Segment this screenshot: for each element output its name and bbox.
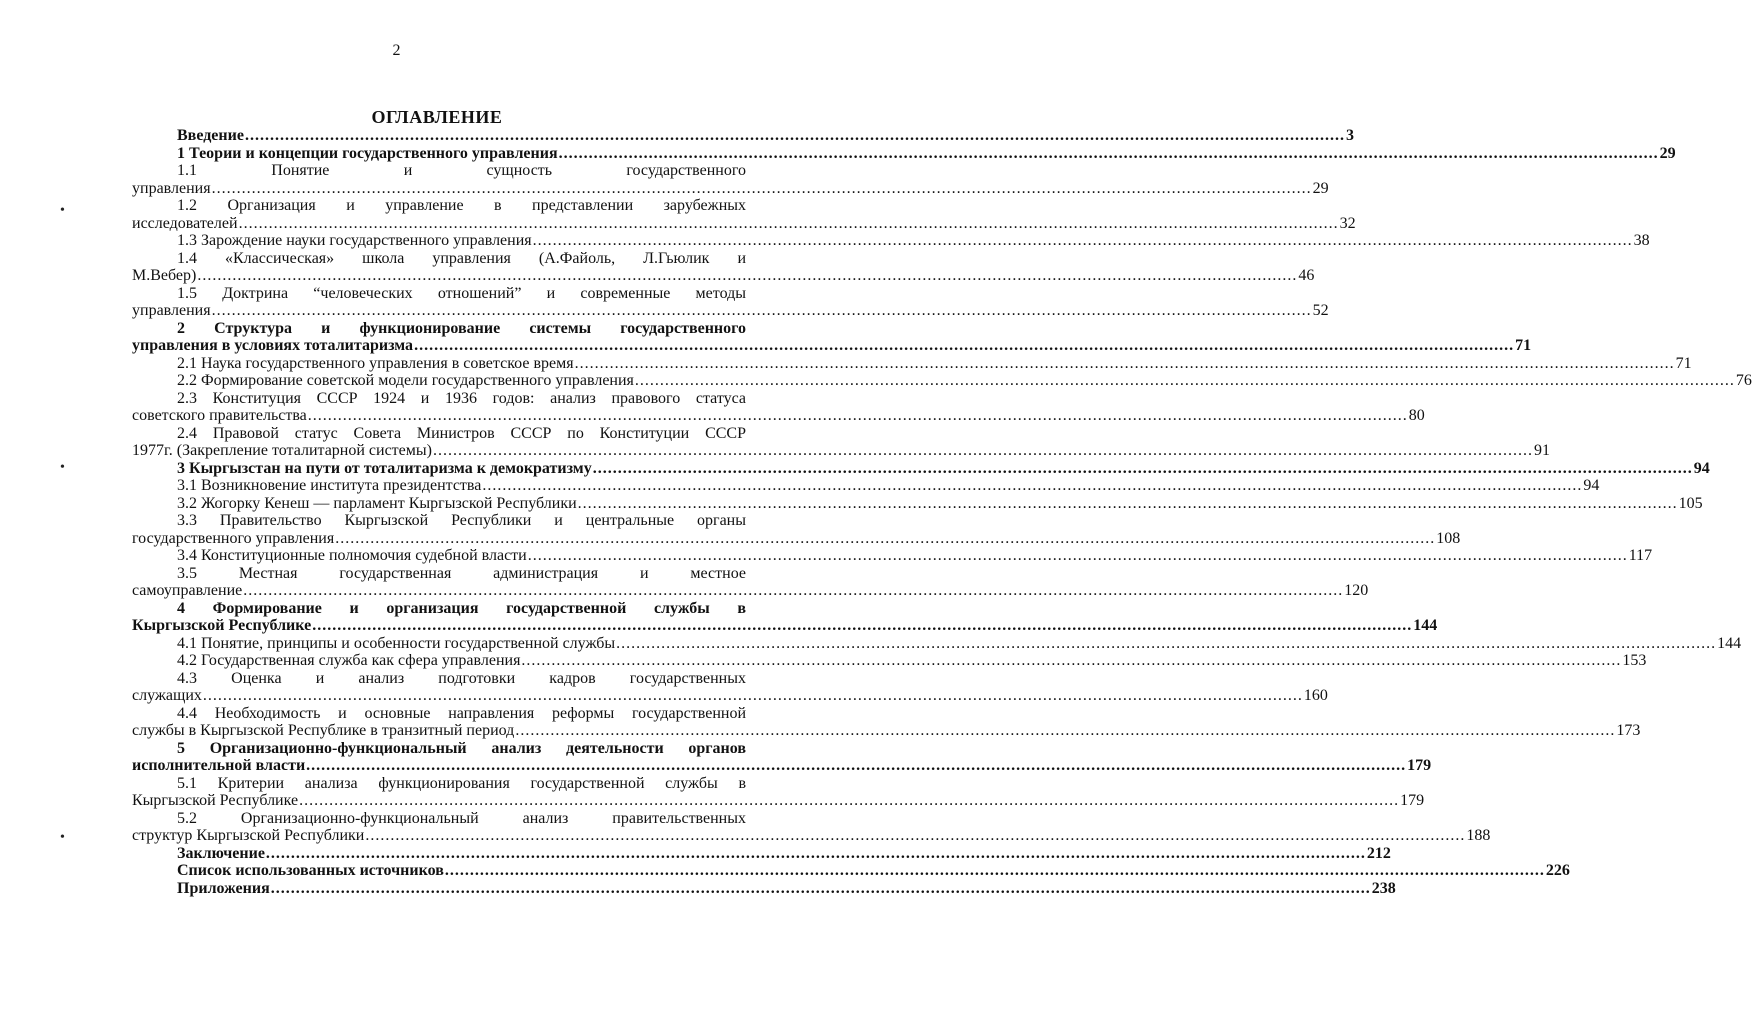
dot-leader: ............................................................................................................................................................................................................................ (306, 757, 1407, 774)
table-of-contents (132, 127, 1752, 897)
dot-leader: ............................................................................................................................................................................................................................ (634, 372, 1735, 389)
dot-leader: ............................................................................................................................................................................................................................ (414, 337, 1515, 354)
toc-entry (132, 197, 1356, 232)
toc-entry (132, 564, 1369, 600)
toc-entry-title: структур Кыргызской Республики (132, 827, 365, 844)
toc-entry (132, 284, 1329, 320)
toc-page-number: 105 (1678, 494, 1703, 512)
toc-page-number: 212 (1366, 844, 1391, 862)
toc-entry-line (132, 494, 1703, 513)
toc-entry (132, 634, 1742, 653)
toc-entry-line (132, 547, 1653, 565)
toc-page-number: 29 (1659, 144, 1676, 162)
toc-entry-title: 3.4 Конституционные полномочия судебной власти (177, 547, 527, 564)
toc-entry (132, 319, 1532, 355)
toc-entry-line (132, 862, 1570, 880)
dot-leader: ............................................................................................................................................................................................................................ (515, 722, 1616, 739)
dot-leader: ............................................................................................................................................................................................................................ (365, 827, 1466, 844)
toc-page-number: 144 (1717, 634, 1742, 652)
dot-leader: ............................................................................................................................................................................................................................ (244, 127, 1345, 144)
toc-entry (132, 389, 1425, 425)
dot-leader: ............................................................................................................................................................................................................................ (616, 634, 1717, 652)
toc-title: ОГЛАВЛЕНИЕ (371, 107, 503, 127)
toc-entry (132, 547, 1653, 565)
toc-entry-title: 3 Кыргызстан на пути от тоталитаризма к демократизму (177, 459, 592, 477)
toc-entry-title: Кыргызской Республике (132, 792, 299, 809)
dot-leader: ............................................................................................................................................................................................................................ (211, 179, 1312, 197)
toc-page-number: 188 (1466, 827, 1491, 844)
toc-entry-title: 5.1 Критерии анализа функционирования государственной службы в (177, 774, 746, 792)
toc-entry-title: 4.1 Понятие, принципы и особенности государственной службы (177, 634, 616, 652)
dot-leader: ............................................................................................................................................................................................................................ (312, 617, 1413, 634)
toc-entry-line (132, 652, 1647, 670)
toc-entry (132, 372, 1752, 390)
toc-entry-title: Список использованных источников (177, 862, 444, 879)
toc-entry-title: 2.1 Наука государственного управления в советское время (177, 354, 574, 372)
toc-entry-title: 2.4 Правовой статус Совета Министров СССР по Конституции СССР (177, 424, 746, 442)
toc-entry (132, 862, 1570, 880)
toc-page-number: 120 (1344, 582, 1369, 599)
toc-entry (132, 459, 1710, 478)
toc-entry-title: 3.1 Возникновение института президентства (177, 477, 482, 494)
toc-entry (132, 704, 1641, 740)
toc-entry-title: 4.3 Оценка и анализ подготовки кадров государственных (177, 669, 746, 687)
toc-page-number: 117 (1628, 547, 1653, 564)
toc-page-number: 179 (1407, 757, 1432, 774)
dot-leader: ............................................................................................................................................................................................................................ (238, 214, 1339, 232)
dot-leader: ............................................................................................................................................................................................................................ (202, 687, 1303, 704)
toc-page-number: 94 (1693, 459, 1710, 477)
toc-page-number: 71 (1675, 354, 1692, 372)
dot-leader: ............................................................................................................................................................................................................................ (265, 844, 1366, 862)
dot-leader: ............................................................................................................................................................................................................................ (299, 792, 1400, 809)
toc-entry-title: исполнительной власти (132, 757, 306, 774)
toc-page-number: 38 (1633, 232, 1650, 249)
toc-page-number: 32 (1339, 214, 1356, 232)
toc-entry-title: 4 Формирование и организация государственной службы в (177, 599, 746, 617)
toc-entry-title: 1.2 Организация и управление в представлении зарубежных (177, 197, 746, 214)
toc-entry-line (132, 267, 1315, 285)
toc-entry-line (132, 529, 1461, 548)
toc-entry-title: Приложения (177, 879, 270, 897)
dot-leader: ............................................................................................................................................................................................................................ (482, 477, 1583, 494)
toc-entry-title: управления в условиях тоталитаризма (132, 337, 414, 354)
toc-entry-title: Введение (177, 127, 244, 144)
toc-entry (132, 144, 1676, 163)
dot-leader: ............................................................................................................................................................................................................................ (243, 582, 1344, 599)
toc-entry (132, 809, 1491, 845)
toc-page-number: 94 (1583, 477, 1600, 494)
toc-entry (132, 652, 1647, 670)
toc-entry-title: 2.2 Формирование советской модели государственного управления (177, 372, 634, 389)
toc-page-number: 179 (1400, 792, 1425, 809)
toc-entry (132, 774, 1425, 810)
toc-entry (132, 249, 1315, 285)
toc-entry-title: исследователей (132, 214, 238, 232)
toc-entry-title: управления (132, 302, 211, 319)
toc-entry (132, 844, 1391, 863)
toc-entry (132, 512, 1461, 547)
toc-entry-line (132, 722, 1641, 740)
toc-entry-title: М.Вебер) (132, 267, 197, 284)
toc-entry-line (132, 687, 1328, 705)
dot-leader: ............................................................................................................................................................................................................................ (527, 547, 1628, 564)
toc-entry (132, 354, 1692, 373)
toc-entry (132, 232, 1650, 250)
toc-page-number: 71 (1515, 337, 1532, 354)
toc-entry-title: 5.2 Организационно-функциональный анализ правительственных (177, 809, 746, 827)
toc-entry-line (132, 214, 1356, 233)
toc-entry-title: 1.5 Доктрина “человеческих отношений” и современные методы (177, 284, 746, 302)
toc-entry-title: служащих (132, 687, 202, 704)
toc-entry-line (132, 582, 1369, 600)
toc-entry-title: Кыргызской Республике (132, 617, 312, 634)
toc-entry-title: 1977г. (Закрепление тоталитарной системы) (132, 442, 432, 459)
toc-entry-title: 2 Структура и функционирование системы государственного (177, 319, 746, 337)
toc-entry-line (132, 634, 1742, 653)
toc-entry-line (132, 459, 1710, 478)
toc-entry-title: 4.4 Необходимость и основные направления реформы государственной (177, 704, 746, 722)
dot-leader: ............................................................................................................................................................................................................................ (197, 267, 1298, 284)
toc-page-number: 238 (1371, 879, 1396, 897)
toc-page-number: 173 (1616, 722, 1641, 739)
scan-mark-icon: • (60, 460, 65, 475)
toc-page-number: 226 (1545, 862, 1570, 879)
toc-entry-line (132, 372, 1752, 390)
toc-entry-line (132, 879, 1396, 898)
toc-page-number: 3 (1345, 127, 1354, 144)
toc-entry-line (132, 827, 1491, 845)
toc-entry-line (132, 442, 1550, 460)
toc-entry (132, 599, 1438, 635)
toc-entry-line (132, 407, 1425, 425)
toc-entry-line (132, 792, 1425, 810)
toc-entry-title: Заключение (177, 844, 265, 862)
toc-entry-line (132, 302, 1329, 320)
scan-mark-icon: • (60, 203, 65, 218)
dot-leader: ............................................................................................................................................................................................................................ (521, 652, 1622, 669)
toc-entry (132, 477, 1600, 495)
toc-entry-title: 1.1 Понятие и сущность государственного (177, 162, 746, 179)
toc-entry-title: управления (132, 179, 211, 197)
toc-entry-line (132, 337, 1532, 355)
toc-entry-title: государственного управления (132, 529, 335, 547)
toc-entry-title: 1 Теории и концепции государственного управления (177, 144, 558, 162)
toc-entry-title: службы в Кыргызской Республике в транзитный период (132, 722, 515, 739)
toc-entry-line (132, 354, 1692, 373)
toc-page-number: 91 (1533, 442, 1550, 459)
toc-entry-line (132, 844, 1391, 863)
toc-entry-line (132, 757, 1432, 775)
dot-leader: ............................................................................................................................................................................................................................ (592, 459, 1693, 477)
toc-entry (132, 424, 1550, 460)
toc-entry-line (132, 232, 1650, 250)
page-number: 2 (392, 42, 401, 59)
toc-entry (132, 739, 1432, 775)
toc-entry (132, 669, 1328, 705)
toc-entry-line (132, 144, 1676, 163)
dot-leader: ............................................................................................................................................................................................................................ (444, 862, 1545, 879)
toc-entry (132, 127, 1354, 145)
scan-mark-icon: • (60, 830, 65, 845)
toc-entry-title: 2.3 Конституция СССР 1924 и 1936 годов: анализ правового статуса (177, 389, 746, 407)
dot-leader: ............................................................................................................................................................................................................................ (574, 354, 1675, 372)
toc-entry (132, 494, 1703, 513)
toc-entry (132, 879, 1396, 898)
toc-page-number: 46 (1298, 267, 1315, 284)
dot-leader: ............................................................................................................................................................................................................................ (270, 879, 1371, 897)
toc-entry-title: самоуправление (132, 582, 243, 599)
toc-page-number: 52 (1312, 302, 1329, 319)
dot-leader: ............................................................................................................................................................................................................................ (432, 442, 1533, 459)
toc-page-number: 153 (1622, 652, 1647, 669)
toc-entry-line (132, 477, 1600, 495)
toc-entry-line (132, 127, 1354, 145)
dot-leader: ............................................................................................................................................................................................................................ (211, 302, 1312, 319)
toc-page-number: 108 (1436, 529, 1461, 547)
toc-page-number: 80 (1408, 407, 1425, 424)
toc-entry-title: советского правительства (132, 407, 307, 424)
toc-entry-title: 1.4 «Классическая» школа управления (А.Файоль, Л.Гьюлик и (177, 249, 746, 267)
toc-entry-title: 1.3 Зарождение науки государственного управления (177, 232, 532, 249)
dot-leader: ............................................................................................................................................................................................................................ (577, 494, 1678, 512)
dot-leader: ............................................................................................................................................................................................................................ (558, 144, 1659, 162)
toc-entry-title: 4.2 Государственная служба как сфера управления (177, 652, 521, 669)
dot-leader: ............................................................................................................................................................................................................................ (335, 529, 1436, 547)
toc-page-number: 76 (1735, 372, 1752, 389)
toc-entry-title: 3.2 Жогорку Кенеш — парламент Кыргызской Республики (177, 494, 577, 512)
toc-page-number: 160 (1303, 687, 1328, 704)
toc-page-number: 144 (1413, 617, 1438, 634)
toc-entry-line (132, 617, 1438, 635)
toc-entry-title: 3.5 Местная государственная администрация и местное (177, 564, 746, 582)
toc-entry-title: 5 Организационно-функциональный анализ деятельности органов (177, 739, 746, 757)
toc-page-number: 29 (1312, 179, 1329, 197)
toc-entry-line (132, 179, 1329, 198)
toc-entry (132, 162, 1329, 197)
dot-leader: ............................................................................................................................................................................................................................ (532, 232, 1633, 249)
dot-leader: ............................................................................................................................................................................................................................ (307, 407, 1408, 424)
toc-entry-title: 3.3 Правительство Кыргызской Республики и центральные органы (177, 512, 746, 529)
